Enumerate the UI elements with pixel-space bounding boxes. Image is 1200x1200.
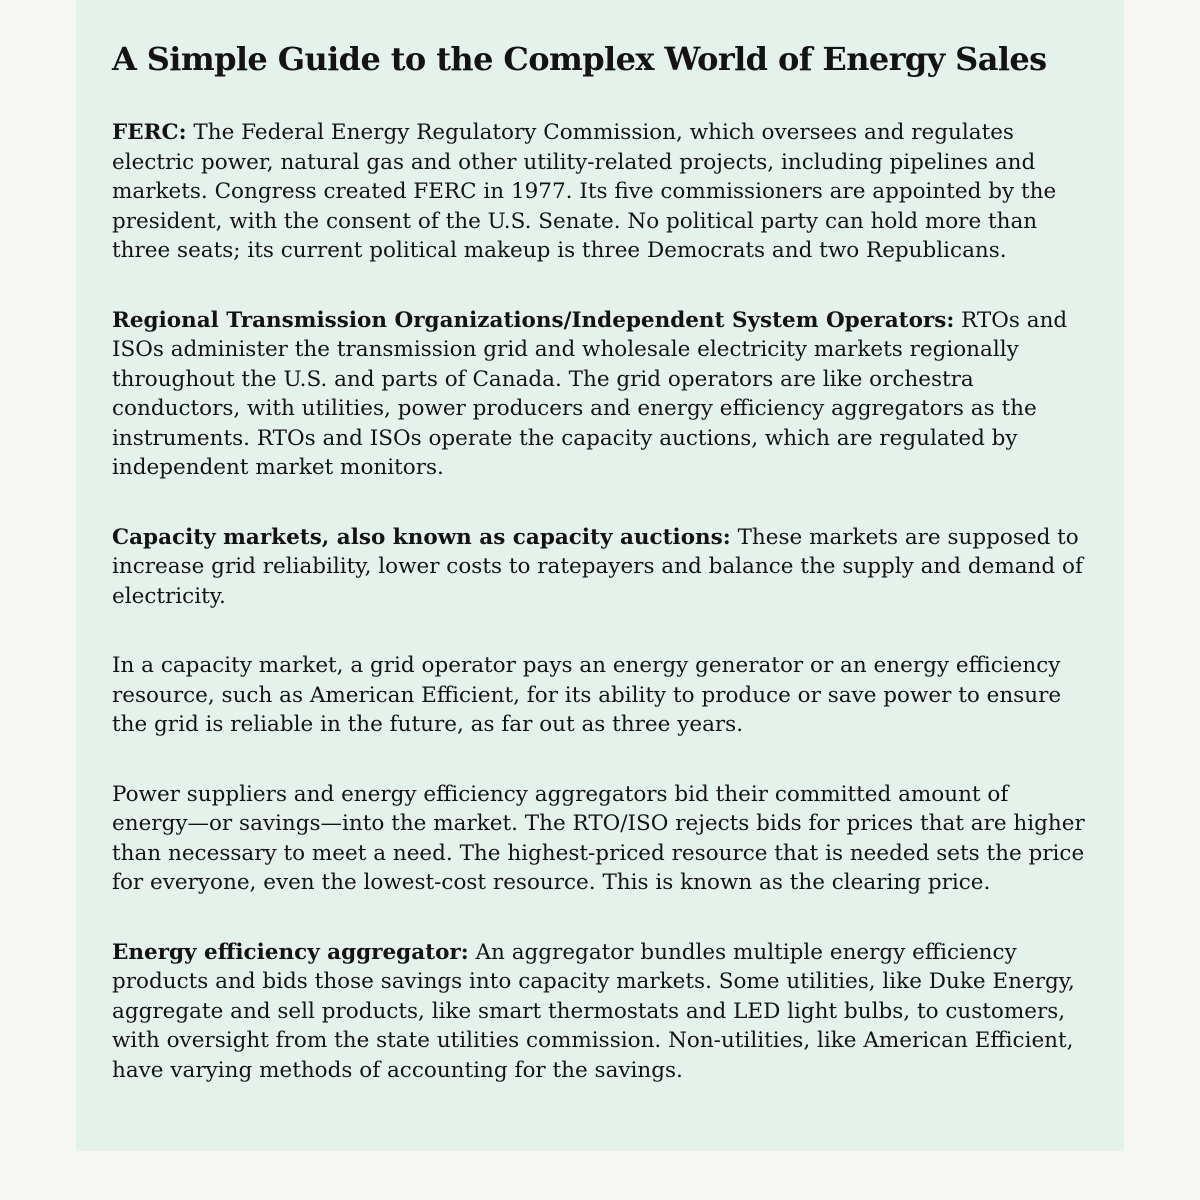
term-capacity-markets: Capacity markets, also known as capacity auctions:	[112, 524, 731, 550]
definition-paragraph-capacity-markets	[112, 523, 1088, 612]
term-ferc: FERC:	[112, 120, 187, 145]
term-rto-iso: Regional Transmission Organizations/Independent System Operators:	[112, 307, 955, 333]
text-bidding-explainer: Power suppliers and energy efficiency aggregators bid their committed amount of energy—or savings—into the market. The RTO/ISO rejects bids for prices that are higher than necessary to meet a need. The highest-priced resource that is needed sets the price for everyone, even the lowest-cost resource. This is known as the clearing price.	[112, 781, 1085, 895]
term-aggregator: Energy efficiency aggregator:	[112, 939, 469, 965]
text-capacity-market-explainer: In a capacity market, a grid operator pays an energy generator or an energy efficiency resource, such as American Efficient, for its ability to produce or save power to ensure the grid is reliable in the future, as far out as three years.	[112, 653, 1062, 737]
energy-sales-guide-card	[76, 0, 1124, 1151]
article-title: A Simple Guide to the Complex World of Energy Sales	[112, 40, 1047, 78]
definition-text-ferc: The Federal Energy Regulatory Commission, which oversees and regulates electric power, natural gas and other utility-related projects, including pipelines and markets. Congress created FERC in 1977. Its five commissioners are appointed by the president, with the consent of the U.S. Senate. No political party can hold more than three seats; its current political makeup is three Democrats and two Republicans.	[112, 120, 1057, 263]
paragraph-capacity-market-explainer	[112, 651, 1088, 740]
definition-paragraph-ferc	[112, 118, 1088, 266]
paragraph-bidding-explainer	[112, 780, 1088, 898]
definition-text-aggregator: An aggregator bundles multiple energy efficiency products and bids those savings into capacity markets. Some utilities, like Duke Energy, aggregate and sell products, like smart thermostats and LED light bulbs, to customers, with oversight from the state utilities commission. Non-utilities, like American Efficient, have varying methods of accounting for the savings.	[112, 939, 1075, 1083]
definition-paragraph-rto-iso	[112, 306, 1088, 483]
definition-paragraph-aggregator	[112, 938, 1088, 1086]
definition-text-capacity-markets: These markets are supposed to increase grid reliability, lower costs to ratepayers and balance the supply and demand of electricity.	[112, 524, 1083, 609]
definition-text-rto-iso: RTOs and ISOs administer the transmission grid and wholesale electricity markets regionally throughout the U.S. and parts of Canada. The grid operators are like orchestra conductors, with utilities, power producers and energy efficiency aggregators as the instruments. RTOs and ISOs operate the capacity auctions, which are regulated by independent market monitors.	[112, 307, 1068, 480]
